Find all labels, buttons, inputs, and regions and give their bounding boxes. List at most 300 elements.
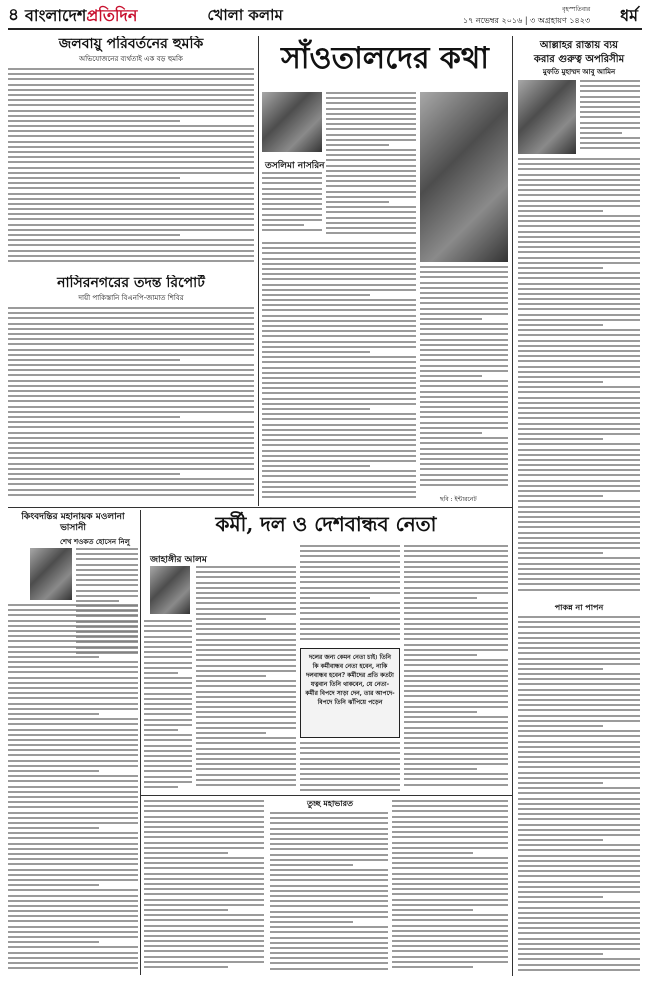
text-line bbox=[518, 673, 640, 675]
text-line bbox=[144, 708, 192, 710]
text-line bbox=[144, 831, 264, 833]
worker-body-col1 bbox=[196, 566, 296, 794]
text-line bbox=[518, 746, 640, 748]
text-line bbox=[518, 621, 640, 623]
text-line bbox=[8, 858, 138, 860]
text-line bbox=[326, 185, 416, 187]
text-line bbox=[518, 459, 640, 461]
text-line bbox=[144, 909, 228, 911]
text-line bbox=[8, 812, 138, 814]
text-line bbox=[8, 84, 254, 86]
worker-body-col3 bbox=[404, 545, 508, 793]
text-line bbox=[420, 391, 508, 393]
text-line bbox=[196, 685, 296, 687]
text-line bbox=[8, 255, 254, 257]
text-line bbox=[8, 234, 180, 236]
text-line bbox=[144, 805, 264, 807]
text-line bbox=[518, 168, 640, 170]
text-line bbox=[392, 930, 508, 932]
text-line bbox=[404, 768, 477, 770]
text-line bbox=[404, 675, 508, 677]
text-line bbox=[404, 685, 508, 687]
text-line bbox=[326, 144, 389, 146]
text-line bbox=[8, 796, 138, 798]
text-line bbox=[262, 208, 322, 210]
text-line bbox=[518, 637, 640, 639]
text-line bbox=[420, 323, 508, 325]
religion-headline-2: করার গুরুত্ব অপরিসীম bbox=[533, 54, 625, 65]
text-line bbox=[420, 333, 508, 335]
text-line bbox=[392, 950, 508, 952]
text-line bbox=[518, 798, 640, 800]
text-line bbox=[518, 855, 640, 857]
text-line bbox=[8, 307, 254, 309]
text-line bbox=[8, 395, 254, 397]
text-line bbox=[144, 750, 192, 752]
text-line bbox=[518, 922, 640, 924]
text-line bbox=[392, 961, 508, 963]
text-line bbox=[518, 433, 640, 435]
text-line bbox=[270, 957, 388, 959]
text-line bbox=[300, 618, 400, 620]
text-line bbox=[8, 671, 138, 673]
text-line bbox=[262, 346, 416, 348]
text-line bbox=[518, 709, 640, 711]
text-line bbox=[518, 958, 640, 960]
text-line bbox=[8, 723, 138, 725]
text-line bbox=[144, 667, 192, 669]
worker-pull-quote: দলের জন্য কেমন নেতা চাই। তিনি কি কর্মীবান্ধব নেতা হবেন, নাকি দলবান্ধব হবেন? কর্মীদের প্রতি কতটা যত্নবান তিনি থাকবেন, যে নেতা-কর্মীর বিপদে সাড়া দেন, তার আপদে-বিপদে তিনি ঝাঁপিয়ে পড়েন bbox=[300, 648, 400, 738]
text-line bbox=[300, 581, 400, 583]
text-line bbox=[518, 568, 640, 570]
text-line bbox=[518, 236, 640, 238]
text-line bbox=[196, 680, 296, 682]
text-line bbox=[518, 932, 640, 934]
text-line bbox=[300, 752, 400, 754]
text-line bbox=[518, 511, 640, 513]
text-line bbox=[144, 770, 192, 772]
text-line bbox=[404, 550, 508, 552]
paper-name-part2: প্রতিদিন bbox=[86, 5, 138, 25]
text-line bbox=[326, 227, 416, 229]
text-line bbox=[8, 125, 254, 127]
text-line bbox=[262, 219, 322, 221]
text-line bbox=[392, 893, 508, 895]
text-line bbox=[8, 822, 138, 824]
text-line bbox=[144, 826, 264, 828]
text-line bbox=[144, 656, 192, 658]
text-line bbox=[270, 838, 388, 840]
text-line bbox=[196, 706, 296, 708]
text-line bbox=[8, 884, 99, 886]
text-line bbox=[262, 284, 416, 286]
text-line bbox=[518, 205, 640, 207]
text-line bbox=[144, 904, 264, 906]
text-line bbox=[196, 592, 296, 594]
text-line bbox=[8, 203, 254, 205]
text-line bbox=[518, 969, 640, 971]
text-line bbox=[518, 412, 640, 414]
text-line bbox=[8, 73, 254, 75]
text-line bbox=[144, 873, 264, 875]
text-line bbox=[262, 377, 416, 379]
text-line bbox=[144, 930, 264, 932]
text-line bbox=[404, 659, 508, 661]
text-line bbox=[518, 766, 640, 768]
text-line bbox=[392, 966, 473, 968]
tuchho-body-col2 bbox=[270, 812, 388, 974]
text-line bbox=[196, 748, 296, 750]
text-line bbox=[8, 692, 138, 694]
text-line bbox=[262, 382, 416, 384]
text-line bbox=[8, 910, 138, 912]
text-line bbox=[270, 962, 388, 964]
text-line bbox=[420, 370, 508, 372]
text-line bbox=[144, 729, 178, 731]
text-line bbox=[196, 618, 266, 620]
santal-protest-photo bbox=[420, 92, 508, 262]
text-line bbox=[420, 401, 508, 403]
text-line bbox=[518, 704, 640, 706]
text-line bbox=[518, 210, 603, 212]
worker-body-col2b bbox=[300, 742, 400, 794]
text-line bbox=[262, 392, 416, 394]
text-line bbox=[262, 465, 370, 467]
text-line bbox=[262, 434, 416, 436]
text-line bbox=[518, 578, 640, 580]
text-line bbox=[518, 174, 640, 176]
text-line bbox=[392, 925, 508, 927]
text-line bbox=[262, 470, 416, 472]
text-line bbox=[404, 778, 508, 780]
text-line bbox=[270, 947, 388, 949]
text-line bbox=[196, 675, 266, 677]
text-line bbox=[270, 879, 388, 881]
text-line bbox=[8, 832, 138, 834]
text-line bbox=[8, 442, 254, 444]
text-line bbox=[270, 854, 388, 856]
text-line bbox=[518, 397, 640, 399]
text-line bbox=[8, 646, 138, 648]
text-line bbox=[518, 516, 640, 518]
text-line bbox=[518, 751, 640, 753]
text-line bbox=[518, 360, 640, 362]
text-line bbox=[518, 616, 640, 618]
text-line bbox=[518, 964, 640, 966]
worker-headline: কর্মী, দল ও দেশবান্ধব নেতা bbox=[215, 512, 437, 536]
text-line bbox=[8, 94, 254, 96]
text-line bbox=[580, 142, 640, 144]
text-line bbox=[518, 829, 640, 831]
text-line bbox=[580, 111, 640, 113]
text-line bbox=[518, 953, 603, 955]
text-line bbox=[8, 167, 254, 169]
text-line bbox=[404, 680, 508, 682]
text-line bbox=[8, 640, 138, 642]
text-line bbox=[518, 782, 603, 784]
text-line bbox=[518, 417, 640, 419]
text-line bbox=[8, 369, 254, 371]
text-line bbox=[300, 561, 400, 563]
text-line bbox=[8, 161, 254, 163]
text-line bbox=[404, 773, 508, 775]
tuchho-body-col1 bbox=[144, 800, 264, 974]
text-line bbox=[270, 874, 388, 876]
religion2-body bbox=[518, 616, 640, 976]
text-line bbox=[8, 682, 138, 684]
text-line bbox=[196, 742, 296, 744]
text-line bbox=[518, 870, 640, 872]
text-line bbox=[262, 299, 416, 301]
text-line bbox=[518, 381, 603, 383]
text-line bbox=[518, 849, 640, 851]
text-line bbox=[300, 768, 400, 770]
santal-body-col1 bbox=[326, 92, 416, 238]
text-line bbox=[404, 711, 477, 713]
text-line bbox=[262, 486, 416, 488]
text-line bbox=[518, 490, 640, 492]
text-line bbox=[262, 177, 322, 179]
text-line bbox=[262, 413, 416, 415]
text-line bbox=[404, 612, 508, 614]
text-line bbox=[262, 214, 322, 216]
text-line bbox=[326, 128, 416, 130]
text-line bbox=[196, 613, 296, 615]
text-line bbox=[144, 950, 264, 952]
text-line bbox=[144, 672, 178, 674]
text-line bbox=[392, 904, 508, 906]
text-line bbox=[262, 325, 416, 327]
text-line bbox=[196, 722, 296, 724]
text-line bbox=[8, 848, 138, 850]
text-line bbox=[300, 607, 400, 609]
text-line bbox=[518, 792, 640, 794]
text-line bbox=[404, 716, 508, 718]
text-line bbox=[8, 708, 138, 710]
text-line bbox=[144, 745, 192, 747]
text-line bbox=[518, 658, 640, 660]
text-line bbox=[518, 834, 640, 836]
text-line bbox=[326, 196, 416, 198]
text-line bbox=[196, 633, 296, 635]
text-line bbox=[8, 620, 138, 622]
text-line bbox=[404, 732, 508, 734]
text-line bbox=[518, 500, 640, 502]
text-line bbox=[8, 135, 254, 137]
text-line bbox=[144, 966, 228, 968]
text-line bbox=[8, 328, 254, 330]
text-line bbox=[262, 229, 322, 231]
text-line bbox=[8, 385, 254, 387]
text-line bbox=[392, 935, 508, 937]
religion-author: মুফতি মুহাম্মদ আবু আমিন bbox=[542, 67, 616, 76]
text-line bbox=[518, 345, 640, 347]
text-line bbox=[8, 775, 138, 777]
text-line bbox=[518, 179, 640, 181]
text-line bbox=[8, 863, 138, 865]
text-line bbox=[8, 187, 254, 189]
text-line bbox=[420, 365, 508, 367]
text-line bbox=[8, 374, 254, 376]
text-line bbox=[8, 729, 138, 731]
text-line bbox=[8, 457, 254, 459]
text-line bbox=[392, 940, 508, 942]
text-line bbox=[76, 600, 119, 602]
text-line bbox=[420, 448, 508, 450]
santal-byline: তসলিমা নাসরিন bbox=[265, 161, 325, 171]
text-line bbox=[392, 821, 508, 823]
text-line bbox=[196, 732, 266, 734]
text-line bbox=[262, 268, 416, 270]
text-line bbox=[262, 289, 416, 291]
text-line bbox=[196, 665, 296, 667]
text-line bbox=[196, 711, 296, 713]
text-line bbox=[196, 737, 296, 739]
text-line bbox=[8, 687, 138, 689]
text-line bbox=[144, 776, 192, 778]
text-line bbox=[326, 97, 416, 99]
page-number: ৪ bbox=[8, 5, 20, 25]
text-line bbox=[404, 628, 508, 630]
text-line bbox=[144, 940, 264, 942]
text-line bbox=[404, 753, 508, 755]
text-line bbox=[326, 113, 416, 115]
text-line bbox=[196, 701, 296, 703]
text-line bbox=[8, 110, 254, 112]
text-line bbox=[144, 893, 264, 895]
bhasani-body bbox=[8, 604, 138, 974]
rule-left-column bbox=[258, 36, 259, 506]
text-line bbox=[518, 720, 640, 722]
text-line bbox=[518, 865, 640, 867]
nasirnagar-body-text bbox=[8, 307, 254, 496]
text-line bbox=[580, 122, 640, 124]
text-line bbox=[8, 260, 254, 262]
text-line bbox=[262, 361, 416, 363]
text-line bbox=[518, 725, 603, 727]
text-line bbox=[144, 630, 192, 632]
text-line bbox=[196, 774, 296, 776]
text-line bbox=[270, 822, 388, 824]
text-line bbox=[518, 215, 640, 217]
text-line bbox=[326, 134, 416, 136]
text-line bbox=[262, 372, 416, 374]
text-line bbox=[420, 318, 482, 320]
text-line bbox=[262, 481, 416, 483]
text-line bbox=[8, 962, 138, 964]
text-line bbox=[420, 313, 508, 315]
text-line bbox=[392, 888, 508, 890]
text-line bbox=[518, 334, 640, 336]
text-line bbox=[420, 468, 508, 470]
text-line bbox=[144, 847, 264, 849]
text-line bbox=[580, 132, 622, 134]
text-line bbox=[300, 623, 400, 625]
text-line bbox=[144, 914, 264, 916]
text-line bbox=[518, 886, 640, 888]
text-line bbox=[8, 208, 254, 210]
text-line bbox=[144, 719, 192, 721]
text-line bbox=[518, 642, 640, 644]
text-line bbox=[518, 288, 640, 290]
text-line bbox=[518, 756, 640, 758]
text-line bbox=[420, 292, 508, 294]
text-line bbox=[518, 391, 640, 393]
text-line bbox=[300, 587, 400, 589]
text-line bbox=[404, 633, 508, 635]
text-line bbox=[518, 532, 640, 534]
text-line bbox=[420, 308, 508, 310]
text-line bbox=[300, 763, 400, 765]
text-line bbox=[144, 703, 192, 705]
text-line bbox=[8, 770, 99, 772]
text-line bbox=[262, 387, 416, 389]
text-line bbox=[262, 203, 322, 205]
text-line bbox=[420, 396, 508, 398]
text-line bbox=[262, 367, 416, 369]
text-line bbox=[326, 123, 416, 125]
santal-headline: সাঁওতালদের কথা bbox=[280, 41, 490, 76]
text-line bbox=[270, 921, 353, 923]
text-line bbox=[518, 366, 640, 368]
text-line bbox=[392, 956, 508, 958]
text-line bbox=[76, 553, 138, 555]
text-line bbox=[262, 491, 416, 493]
rule-lower-horizontal bbox=[140, 795, 512, 796]
text-line bbox=[404, 561, 508, 563]
text-line bbox=[196, 597, 296, 599]
text-line bbox=[392, 852, 473, 854]
masthead bbox=[8, 4, 642, 30]
text-line bbox=[420, 442, 508, 444]
text-line bbox=[326, 201, 389, 203]
text-line bbox=[196, 779, 296, 781]
text-line bbox=[262, 198, 322, 200]
paper-name bbox=[25, 3, 137, 30]
text-line bbox=[76, 595, 138, 597]
text-line bbox=[518, 454, 640, 456]
text-line bbox=[144, 646, 192, 648]
text-line bbox=[262, 320, 416, 322]
text-line bbox=[518, 293, 640, 295]
text-line bbox=[8, 172, 254, 174]
text-line bbox=[420, 463, 508, 465]
text-line bbox=[518, 563, 640, 565]
text-line bbox=[8, 359, 180, 361]
text-line bbox=[196, 727, 296, 729]
nasirnagar-headline: নাসিরনগরের তদন্ত রিপোর্ট bbox=[57, 275, 205, 291]
text-line bbox=[144, 698, 192, 700]
worker-body-col2 bbox=[300, 545, 400, 645]
text-line bbox=[8, 900, 138, 902]
text-line bbox=[8, 967, 138, 969]
text-line bbox=[8, 739, 138, 741]
text-line bbox=[518, 158, 640, 160]
text-line bbox=[8, 494, 254, 496]
text-line bbox=[144, 810, 264, 812]
text-line bbox=[518, 428, 640, 430]
text-line bbox=[8, 604, 138, 606]
text-line bbox=[518, 189, 640, 191]
text-line bbox=[300, 545, 400, 547]
text-line bbox=[300, 566, 400, 568]
text-line bbox=[300, 597, 370, 599]
text-line bbox=[144, 739, 192, 741]
text-line bbox=[8, 239, 254, 241]
text-line bbox=[326, 154, 416, 156]
text-line bbox=[262, 439, 416, 441]
text-line bbox=[518, 386, 640, 388]
